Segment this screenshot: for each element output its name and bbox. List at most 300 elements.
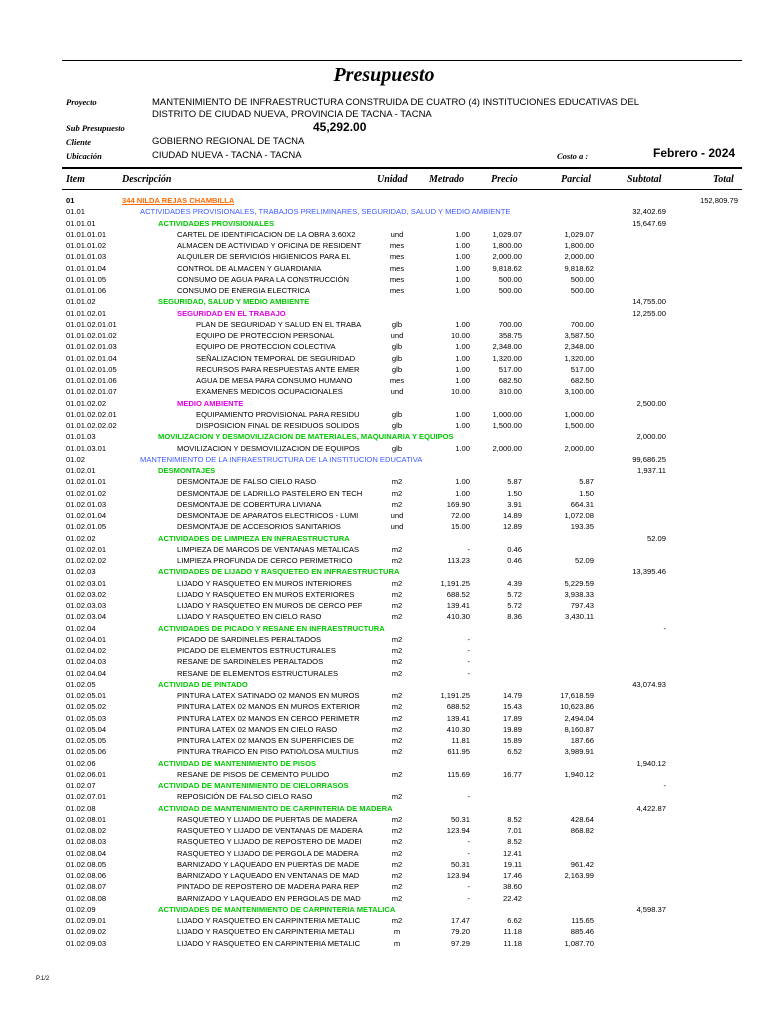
item-description: ACTIVIDADES DE PICADO Y RESANE EN INFRAESTRUCTURA (158, 623, 385, 633)
item-code: 01.01.03 (66, 432, 96, 442)
item-metrado: 17.47 (450, 916, 470, 925)
col-metrado: Metrado (429, 174, 464, 185)
item-unit: glb (391, 443, 403, 453)
cliente-label: Cliente (66, 137, 92, 147)
item-parcial: 3,989.91 (564, 747, 594, 757)
item-unit: mes (389, 274, 405, 284)
item-code: 01.02.09.02 (66, 927, 107, 937)
ubicacion-label: Ubicación (66, 151, 102, 161)
item-metrado: - (467, 893, 470, 903)
item-metrado: 1.00 (455, 488, 470, 498)
item-parcial: 961.42 (570, 859, 594, 869)
item-unit: und (390, 331, 404, 340)
item-code: 01.02.08.05 (66, 859, 107, 869)
item-unit: mes (389, 252, 405, 262)
item-description: RASQUETEO Y LIJADO DE VENTANAS DE MADERA (177, 826, 363, 835)
item-metrado: 1.00 (455, 274, 470, 284)
item-code: 01.02.01.05 (66, 522, 107, 532)
item-code: 01.02.02 (66, 533, 96, 543)
item-precio: 19.11 (503, 859, 522, 869)
item-code: 01.01.01 (66, 218, 96, 228)
col-subtotal: Subtotal (627, 174, 662, 185)
item-description: PINTURA LATEX SATINADO 02 MANOS EN MUROS (177, 691, 360, 700)
item-precio: 700.00 (498, 319, 522, 329)
table-row (0, 420, 768, 431)
item-code: 01.02.01.03 (66, 499, 107, 509)
item-metrado: 115.69 (447, 769, 470, 779)
table-row (0, 611, 768, 622)
item-precio: 1,000.00 (492, 409, 522, 419)
table-row (0, 476, 768, 487)
item-parcial: 2,163.99 (564, 871, 594, 880)
item-metrado: 50.31 (450, 814, 470, 824)
item-description: BARNIZADO Y LAQUEADO EN VENTANAS DE MAD (177, 871, 360, 880)
item-description: ALQUILER DE SERVICIOS HIGIENICOS PARA EL (177, 252, 351, 262)
item-metrado: 611.95 (447, 747, 470, 757)
table-row (0, 803, 768, 814)
table-row (0, 724, 768, 735)
table-row (0, 859, 768, 870)
item-unit: m2 (391, 702, 403, 712)
item-metrado: 15.00 (450, 522, 470, 532)
item-unit: und (390, 522, 404, 532)
item-code: 01.02.02.02 (66, 556, 107, 565)
item-subtotal: 2,000.00 (636, 432, 666, 442)
table-row (0, 353, 768, 364)
item-metrado: - (467, 848, 470, 858)
item-code: 01.01.01.06 (66, 286, 107, 295)
table-row (0, 634, 768, 645)
table-row (0, 904, 768, 915)
item-unit: m2 (391, 769, 403, 779)
costo-label: Costo a : (557, 151, 589, 161)
table-row (0, 364, 768, 375)
item-precio: 5.72 (507, 589, 522, 599)
item-code: 01.01.02.02.02 (66, 421, 117, 430)
item-code: 01.02.01 (66, 466, 96, 475)
item-precio: 16.77 (502, 769, 522, 779)
item-description: SEGURIDAD EN EL TRABAJO (177, 308, 286, 318)
item-precio: 22.42 (502, 893, 522, 903)
table-row (0, 510, 768, 521)
item-code: 01.01.02.01 (66, 308, 107, 318)
item-precio: 38.60 (502, 882, 522, 892)
item-description: MOVILIZACION Y DESMOVILIZACION DE EQUIPOS (177, 443, 360, 453)
table-row (0, 881, 768, 892)
item-unit: mes (389, 376, 405, 385)
item-code: 01.02.08.08 (66, 893, 107, 903)
item-precio: 517.00 (498, 364, 522, 374)
item-parcial: 2,494.04 (564, 713, 594, 723)
item-metrado: 123.94 (446, 871, 470, 880)
proyecto-label: Proyecto (66, 97, 97, 107)
table-row (0, 825, 768, 836)
item-description: REPOSICIÓN DE FALSO CIELO RASO (177, 792, 313, 802)
page-title: Presupuesto (333, 64, 435, 86)
item-unit: m2 (391, 499, 403, 509)
item-metrado: 123.94 (446, 826, 470, 835)
item-parcial: 1.50 (579, 488, 594, 498)
item-subtotal: 32,402.69 (632, 207, 666, 217)
table-row (0, 386, 768, 397)
item-description: ACTIVIDADES DE LIMPIEZA EN INFRAESTRUCTURA (158, 533, 350, 543)
item-unit: m2 (391, 589, 403, 599)
item-metrado: 79.20 (450, 927, 470, 937)
item-code: 01.01.02 (66, 297, 96, 307)
page-number: P.1/2 (36, 976, 50, 982)
item-unit: m2 (391, 848, 403, 858)
item-description: RASQUETEO Y LIJADO DE REPOSTERO DE MADEI (177, 837, 362, 847)
item-unit: m2 (391, 871, 403, 880)
item-unit: m2 (391, 691, 403, 700)
item-code: 01.02.08.03 (66, 837, 107, 847)
item-precio: 310.00 (498, 387, 522, 397)
item-code: 01.02 (66, 454, 86, 464)
item-code: 01.02.03 (66, 567, 96, 577)
item-precio: 17.89 (502, 713, 522, 723)
item-metrado: 1.00 (455, 443, 470, 453)
table-row (0, 488, 768, 499)
item-description: LIJADO Y RASQUETEO EN CARPINTERIA METALI (177, 927, 355, 937)
item-metrado: 1.00 (455, 229, 470, 239)
table-row (0, 308, 768, 319)
item-description: DESMONTAJES (158, 466, 216, 475)
item-code: 01.02.04 (66, 623, 96, 633)
item-precio: 8.52 (507, 837, 522, 847)
item-metrado: 410.30 (446, 612, 470, 622)
item-description: RESANE DE PISOS DE CEMENTO PULIDO (177, 769, 330, 779)
table-row (0, 656, 768, 667)
item-description: BARNIZADO Y LAQUEADO EN PUERTAS DE MADE (177, 859, 360, 869)
item-description: PINTURA LATEX 02 MANOS EN CIELO RASO (177, 724, 338, 734)
item-code: 01.02.05.01 (66, 691, 107, 700)
item-subtotal: 99,686.25 (632, 454, 666, 464)
item-code: 01.02.06 (66, 758, 96, 768)
item-code: 01.02.08.02 (66, 826, 107, 835)
item-metrado: 1.00 (455, 353, 470, 363)
item-precio: 0.46 (507, 544, 522, 554)
table-row (0, 679, 768, 690)
table-row (0, 814, 768, 825)
item-description: LIJADO Y RASQUETEO EN MUROS EXTERIORES (177, 589, 355, 599)
item-description: DESMONTAJE DE FALSO CIELO RASO (177, 477, 317, 487)
table-row (0, 285, 768, 296)
item-description: ACTIVIDAD DE MANTENIMIENTO DE CIELORRASOS (158, 781, 349, 790)
item-code: 01.01 (66, 207, 86, 217)
item-description: DISPOSICION FINAL DE RESIDUOS SOLIDOS (196, 421, 360, 430)
table-row (0, 330, 768, 341)
item-description: EQUIPAMIENTO PROVISIONAL PARA RESIDU (196, 409, 360, 419)
item-unit: glb (391, 421, 403, 430)
item-unit: glb (391, 319, 403, 329)
item-unit: und (390, 511, 404, 520)
item-description: EQUIPO DE PROTECCION COLECTIVA (196, 342, 336, 352)
table-row (0, 555, 768, 566)
item-subtotal: 12,255.00 (632, 308, 666, 318)
table-row (0, 600, 768, 611)
item-code: 01.02.01.04 (66, 511, 107, 520)
item-code: 01.02.03.02 (66, 589, 107, 599)
item-code: 01.01.02.01.02 (66, 331, 117, 340)
item-unit: mes (389, 263, 405, 273)
item-precio: 358.75 (498, 331, 522, 340)
item-precio: 9,818.62 (492, 263, 522, 273)
table-row (0, 701, 768, 712)
item-precio: 1,800.00 (492, 241, 522, 250)
table-row (0, 578, 768, 589)
item-description: LIJADO Y RASQUETEO EN CARPINTERIA METALIC (177, 938, 361, 948)
item-precio: 500.00 (498, 286, 522, 295)
item-code: 01.02.06.01 (66, 769, 107, 779)
item-description: ACTIVIDAD DE MANTENIMIENTO DE CARPINTERIA DE MADERA (158, 803, 393, 813)
item-metrado: 10.00 (450, 387, 470, 397)
item-description: MOVILIZACION Y DESMOVILIZACION DE MATERIALES, MAQUINARIA Y EQUIPOS (158, 432, 454, 442)
item-description: RASQUETEO Y LIJADO DE PUERTAS DE MADERA (177, 814, 358, 824)
item-description: SEGURIDAD, SALUD Y MEDIO AMBIENTE (158, 297, 310, 307)
col-unidad: Unidad (377, 174, 408, 185)
item-description: PICADO DE SARDINELES PERALTADOS (177, 634, 322, 644)
table-row (0, 926, 768, 937)
item-precio: 11.18 (503, 938, 522, 948)
item-parcial: 500.00 (570, 274, 594, 284)
item-precio: 14.89 (502, 511, 522, 520)
table-row (0, 758, 768, 769)
item-parcial: 52.09 (574, 556, 594, 565)
item-unit: m2 (391, 826, 403, 835)
item-description: LIMPIEZA PROFUNDA DE CERCO PERIMETRICO (177, 556, 353, 565)
item-description: LIJADO Y RASQUETEO EN CARPINTERIA METALIC (177, 916, 361, 925)
item-code: 01.01.03.01 (66, 443, 107, 453)
item-subtotal: 43,074.93 (632, 679, 666, 689)
item-metrado: 1.00 (455, 364, 470, 374)
item-precio: 500.00 (498, 274, 522, 284)
item-unit: m2 (391, 814, 403, 824)
item-metrado: 169.90 (446, 499, 470, 509)
item-code: 01.02.05.03 (66, 713, 107, 723)
item-code: 01.02.04.01 (66, 634, 107, 644)
item-precio: 6.52 (507, 747, 522, 757)
item-parcial: 1,940.12 (564, 769, 594, 779)
item-subtotal: - (663, 781, 666, 790)
item-description: BARNIZADO Y LAQUEADO EN PERGOLAS DE MAD (177, 893, 361, 903)
item-description: DESMONTAJE DE ACCESORIOS SANITARIOS (177, 522, 341, 532)
item-code: 01.02.05.06 (66, 747, 107, 757)
item-code: 01.02.02.01 (66, 544, 107, 554)
item-precio: 6.62 (507, 916, 522, 925)
table-row (0, 375, 768, 386)
item-parcial: 2,000.00 (564, 443, 594, 453)
item-code: 01.02.07 (66, 781, 96, 790)
item-precio: 19.89 (502, 724, 522, 734)
item-description: MANTENIMIENTO DE LA INFRAESTRUCTURA DE LA INSTITUCION EDUCATIVA (140, 454, 423, 464)
item-description: PINTURA LATEX 02 MANOS EN SUPERFICIES DE (177, 736, 355, 745)
item-description: CONTROL DE ALMACEN Y GUARDIANIA (177, 263, 322, 273)
item-description: CONSUMO DE ENERGIA ELECTRICA (177, 286, 310, 295)
item-unit: m2 (391, 646, 403, 655)
item-precio: 7.01 (507, 826, 522, 835)
item-parcial: 1,000.00 (564, 409, 594, 419)
item-unit: m2 (391, 612, 403, 622)
item-metrado: - (467, 668, 470, 678)
table-row (0, 589, 768, 600)
item-parcial: 3,587.50 (564, 331, 594, 340)
item-parcial: 1,029.07 (564, 229, 594, 239)
item-description: PINTURA TRAFICO EN PISO PATIO/LOSA MULTIUS (177, 747, 359, 757)
costo-value: Febrero - 2024 (653, 146, 736, 160)
item-precio: 15.43 (502, 702, 522, 712)
item-metrado: - (467, 792, 470, 802)
col-precio: Precio (491, 174, 518, 185)
table-row (0, 431, 768, 442)
table-row (0, 263, 768, 274)
item-unit: m2 (391, 837, 403, 847)
item-code: 01.01.01.01 (66, 229, 107, 239)
item-metrado: 1.00 (455, 421, 470, 430)
table-row (0, 341, 768, 352)
item-metrado: 72.00 (450, 511, 470, 520)
header-rule-bottom (62, 189, 742, 190)
table-row (0, 915, 768, 926)
item-description: RASQUETEO Y LIJADO DE PERGOLA DE MADERA (177, 848, 359, 858)
item-metrado: 1.00 (455, 376, 470, 385)
item-unit: glb (391, 364, 403, 374)
item-metrado: 139.41 (446, 601, 470, 610)
item-precio: 4.39 (507, 578, 522, 588)
item-parcial: 5,229.59 (564, 578, 594, 588)
item-precio: 682.50 (498, 376, 522, 385)
table-row (0, 229, 768, 240)
item-description: RESANE DE SARDINELES PERALTADOS (177, 657, 324, 667)
item-metrado: - (467, 634, 470, 644)
item-parcial: 115.65 (571, 916, 594, 925)
item-code: 01.02.09.01 (66, 916, 107, 925)
item-description: PINTURA LATEX 02 MANOS EN CERCO PERIMETR (177, 713, 360, 723)
item-precio: 1,320.00 (492, 353, 522, 363)
item-description: DESMONTAJE DE APARATOS ELECTRICOS - LUMI (177, 511, 359, 520)
table-row (0, 746, 768, 757)
item-unit: m (393, 927, 401, 937)
item-subtotal: 15,647.69 (632, 218, 666, 228)
item-precio: 1,029.07 (492, 229, 522, 239)
item-code: 01.01.02.01.06 (66, 376, 117, 385)
item-metrado: 1.00 (455, 241, 470, 250)
item-metrado: 139.41 (446, 713, 470, 723)
item-precio: 3.91 (507, 499, 522, 509)
table-row (0, 218, 768, 229)
item-code: 01.01.02.01.01 (66, 319, 117, 329)
item-parcial: 664.31 (570, 499, 594, 509)
table-row (0, 274, 768, 285)
table-row (0, 409, 768, 420)
item-code: 01.02.04.03 (66, 657, 107, 667)
item-code: 01.02.01.01 (66, 477, 107, 487)
item-parcial: 9,818.62 (564, 263, 594, 273)
item-precio: 17.46 (502, 871, 522, 880)
item-parcial: 1,087.70 (564, 938, 594, 948)
table-row (0, 735, 768, 746)
item-precio: 12.41 (502, 848, 522, 858)
item-description: RECURSOS PARA RESPUESTAS ANTE EMER (196, 364, 360, 374)
item-parcial: 3,100.00 (564, 387, 594, 397)
item-metrado: 50.31 (450, 859, 470, 869)
item-unit: mes (389, 286, 405, 295)
table-row (0, 240, 768, 251)
table-row (0, 319, 768, 330)
item-code: 01.01.02.01.05 (66, 364, 117, 374)
item-unit: m2 (391, 736, 403, 745)
item-precio: 12.89 (502, 522, 522, 532)
item-code: 01.02.08.06 (66, 871, 107, 880)
item-code: 01.01.02.01.04 (66, 353, 117, 363)
item-code: 01.02.08.01 (66, 814, 107, 824)
item-code: 01.01.01.04 (66, 263, 107, 273)
item-metrado: 1.00 (455, 342, 470, 352)
item-code: 01.02.09 (66, 904, 96, 914)
item-metrado: 11.81 (451, 736, 470, 745)
col-item: Item (66, 174, 85, 185)
item-description: ACTIVIDAD DE MANTENIMIENTO DE PISOS (158, 758, 317, 768)
item-code: 01.02.05 (66, 679, 96, 689)
table-row (0, 893, 768, 904)
item-parcial: 700.00 (570, 319, 594, 329)
item-description: CONSUMO DE AGUA PARA LA CONSTRUCCIÓN (177, 274, 350, 284)
item-metrado: 1,191.25 (440, 578, 470, 588)
item-description: LIJADO Y RASQUETEO EN MUROS INTERIORES (177, 578, 352, 588)
item-code: 01.01.02.01.07 (66, 387, 117, 397)
item-unit: m2 (391, 747, 403, 757)
item-precio: 5.87 (507, 477, 522, 487)
item-code: 01.02.07.01 (66, 792, 107, 802)
table-row (0, 668, 768, 679)
table-row (0, 780, 768, 791)
item-code: 01.02.05.04 (66, 724, 107, 734)
item-description: PICADO DE ELEMENTOS ESTRUCTURALES (177, 646, 336, 655)
item-unit: m2 (391, 724, 403, 734)
item-precio: 2,000.00 (492, 252, 522, 262)
item-code: 01 (66, 196, 75, 205)
item-precio: 2,000.00 (492, 443, 522, 453)
table-row (0, 533, 768, 544)
item-description: CARTEL DE IDENTIFICACION DE LA OBRA 3.60X2 (177, 229, 356, 239)
item-subtotal: 1,940.12 (636, 758, 666, 768)
item-unit: m2 (391, 601, 403, 610)
table-row (0, 296, 768, 307)
table-row (0, 443, 768, 454)
item-unit: m2 (391, 916, 403, 925)
item-precio: 14.79 (502, 691, 522, 700)
item-unit: glb (391, 353, 403, 363)
item-description: MEDIO AMBIENTE (177, 398, 244, 408)
item-code: 01.01.02.01.03 (66, 342, 117, 352)
item-metrado: 1.00 (455, 319, 470, 329)
item-parcial: 682.50 (570, 376, 594, 385)
item-parcial: 3,430.11 (565, 612, 594, 622)
table-row (0, 791, 768, 802)
item-precio: 8.52 (507, 814, 522, 824)
item-subtotal: - (663, 623, 666, 633)
item-parcial: 1,072.08 (564, 511, 594, 520)
item-metrado: 688.52 (446, 702, 470, 712)
item-metrado: 1.00 (455, 286, 470, 295)
item-precio: 8.36 (507, 612, 522, 622)
table-row (0, 645, 768, 656)
item-metrado: 97.29 (450, 938, 470, 948)
item-description: PINTADO DE REPOSTERO DE MADERA PARA REP (177, 882, 360, 892)
item-parcial: 17,618.59 (560, 691, 594, 700)
top-rule (62, 60, 742, 61)
table-row (0, 521, 768, 532)
item-description: DESMONTAJE DE LADRILLO PASTELERO EN TECH (177, 488, 363, 498)
